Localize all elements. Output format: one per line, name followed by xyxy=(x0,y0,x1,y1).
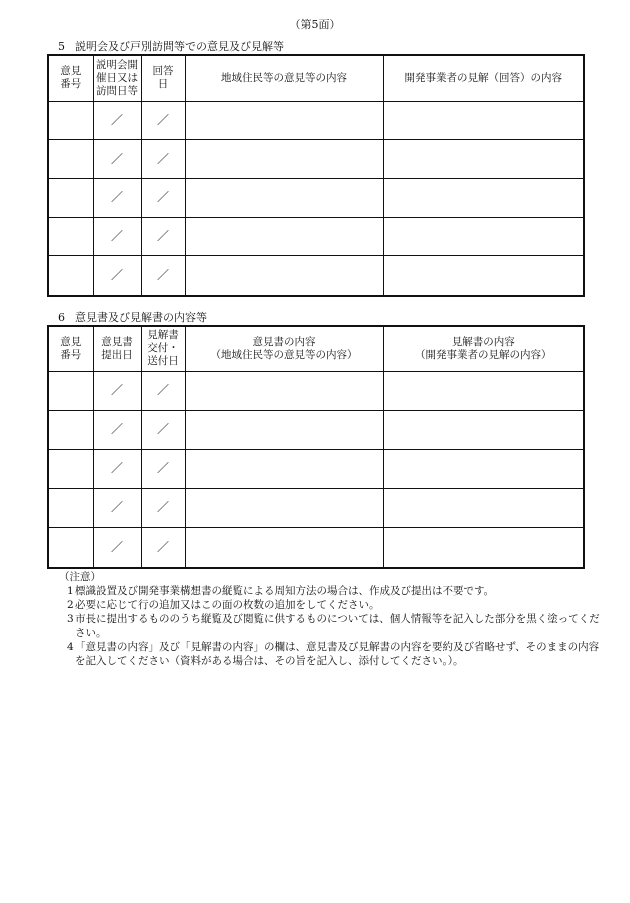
table-cell: ／ xyxy=(93,140,141,179)
table-cell: ／ xyxy=(141,371,185,410)
note-number: 4 xyxy=(67,641,74,653)
note-text: 市長に提出するもののうち縦覧及び閲覧に供するものについては、個人情報等を記入した部分を黒く塗ってください。 xyxy=(75,613,600,639)
table-header-row xyxy=(48,326,584,371)
table-row xyxy=(48,371,584,410)
table-row xyxy=(48,178,584,217)
notes xyxy=(47,570,607,668)
table-row xyxy=(48,256,584,296)
note-text: 必要に応じて行の追加又はこの面の枚数の追加をしてください。 xyxy=(75,599,380,611)
table-row xyxy=(48,488,584,527)
table-cell xyxy=(185,410,383,449)
note-item xyxy=(47,598,607,612)
column-header xyxy=(185,326,383,371)
note-item xyxy=(47,640,607,668)
table-cell xyxy=(383,217,584,256)
column-header-line: 送付日 xyxy=(147,355,179,368)
table-cell: ／ xyxy=(141,527,185,568)
table-cell xyxy=(383,449,584,488)
table-row xyxy=(48,101,584,140)
column-header-line: （開発事業者の見解の内容） xyxy=(415,348,552,361)
table-cell xyxy=(48,449,93,488)
column-header-line: 日 xyxy=(157,78,169,91)
column-header-line: 意見 xyxy=(60,65,82,78)
column-header-line: 番号 xyxy=(60,348,82,361)
column-header-line: 催日又は xyxy=(96,71,138,84)
table-cell: ／ xyxy=(141,256,185,296)
table-cell: ／ xyxy=(93,410,141,449)
column-header xyxy=(93,55,141,101)
table-cell xyxy=(48,217,93,256)
table-cell: ／ xyxy=(141,410,185,449)
table-cell xyxy=(383,140,584,179)
notes-list xyxy=(47,584,607,668)
table-cell xyxy=(185,449,383,488)
table-cell xyxy=(185,140,383,179)
section-6-title xyxy=(58,309,207,325)
column-header-line: 提出日 xyxy=(101,348,133,361)
table-cell: ／ xyxy=(141,217,185,256)
opinion-documents-table xyxy=(47,325,585,569)
table-cell xyxy=(383,527,584,568)
column-header-line: 回答 xyxy=(152,65,174,78)
table-cell xyxy=(48,488,93,527)
table-cell xyxy=(185,178,383,217)
column-header-line: 意見 xyxy=(60,335,82,348)
table-cell xyxy=(48,101,93,140)
column-header-line: 番号 xyxy=(60,78,82,91)
column-header xyxy=(48,326,93,371)
column-header-line: 意見書 xyxy=(101,335,133,348)
table-cell: ／ xyxy=(93,178,141,217)
column-header-line: 意見書の内容 xyxy=(252,335,316,348)
note-number: 2 xyxy=(67,599,74,611)
column-header-line: 交付・ xyxy=(147,342,179,355)
table-row xyxy=(48,410,584,449)
column-header xyxy=(48,55,93,101)
table-cell xyxy=(383,371,584,410)
table-cell: ／ xyxy=(93,449,141,488)
table-cell xyxy=(383,178,584,217)
table-cell xyxy=(383,488,584,527)
column-header xyxy=(383,326,584,371)
section-5-number: 5 xyxy=(58,40,65,53)
column-header xyxy=(141,55,185,101)
table-cell xyxy=(48,371,93,410)
table-cell: ／ xyxy=(141,178,185,217)
note-number: 3 xyxy=(67,613,74,625)
note-item xyxy=(47,612,607,640)
column-header-line: 見解書 xyxy=(147,329,179,342)
table-cell xyxy=(48,527,93,568)
table-cell xyxy=(185,371,383,410)
note-text: 「意見書の内容」及び「見解書の内容」の欄は、意見書及び見解書の内容を要約及び省略せず、そのままの内容を記入してください（資料がある場合は、その旨を記入し、添付してください。）。 xyxy=(75,641,600,667)
column-header-line: 説明会開 xyxy=(96,58,138,71)
column-header xyxy=(383,55,584,101)
section-6-title-text: 意見書及び見解書の内容等 xyxy=(75,311,207,324)
table-cell xyxy=(185,527,383,568)
column-header-line: 見解書の内容 xyxy=(451,335,515,348)
column-header xyxy=(93,326,141,371)
table-cell: ／ xyxy=(93,488,141,527)
table-row xyxy=(48,527,584,568)
note-text: 標識設置及び開発事業構想書の縦覧による周知方法の場合は、作成及び提出は不要です。 xyxy=(75,585,495,597)
column-header xyxy=(185,55,383,101)
table-cell: ／ xyxy=(141,449,185,488)
table-cell: ／ xyxy=(141,140,185,179)
table-cell xyxy=(383,101,584,140)
table-cell: ／ xyxy=(141,488,185,527)
section-5-title-text: 説明会及び戸別訪問等での意見及び見解等 xyxy=(75,40,284,53)
table-cell: ／ xyxy=(93,527,141,568)
table-cell xyxy=(185,488,383,527)
column-header xyxy=(141,326,185,371)
notes-heading: （注意） xyxy=(59,571,101,583)
column-header-line: 訪問日等 xyxy=(96,84,138,97)
table-cell: ／ xyxy=(93,256,141,296)
table-cell: ／ xyxy=(93,101,141,140)
table-header-row xyxy=(48,55,584,101)
table-cell xyxy=(185,256,383,296)
table-cell xyxy=(48,410,93,449)
opinions-meetings-table xyxy=(47,54,585,297)
table-cell xyxy=(48,140,93,179)
table-row xyxy=(48,217,584,256)
column-header-line: （地域住民等の意見等の内容） xyxy=(210,348,358,361)
table-cell: ／ xyxy=(93,217,141,256)
note-item xyxy=(47,584,607,598)
column-header-line: 地域住民等の意見等の内容 xyxy=(221,71,347,84)
table-cell: ／ xyxy=(93,371,141,410)
note-number: 1 xyxy=(67,585,74,597)
table-row xyxy=(48,449,584,488)
table-cell xyxy=(185,217,383,256)
section-5-title xyxy=(58,38,284,54)
table-cell xyxy=(48,178,93,217)
table-cell xyxy=(383,256,584,296)
table-cell: ／ xyxy=(141,101,185,140)
table-cell xyxy=(48,256,93,296)
page-label: （第5面） xyxy=(289,18,341,31)
section-6-number: 6 xyxy=(58,311,65,324)
table-cell xyxy=(185,101,383,140)
column-header-line: 開発事業者の見解（回答）の内容 xyxy=(404,71,562,84)
table-cell xyxy=(383,410,584,449)
table-row xyxy=(48,140,584,179)
